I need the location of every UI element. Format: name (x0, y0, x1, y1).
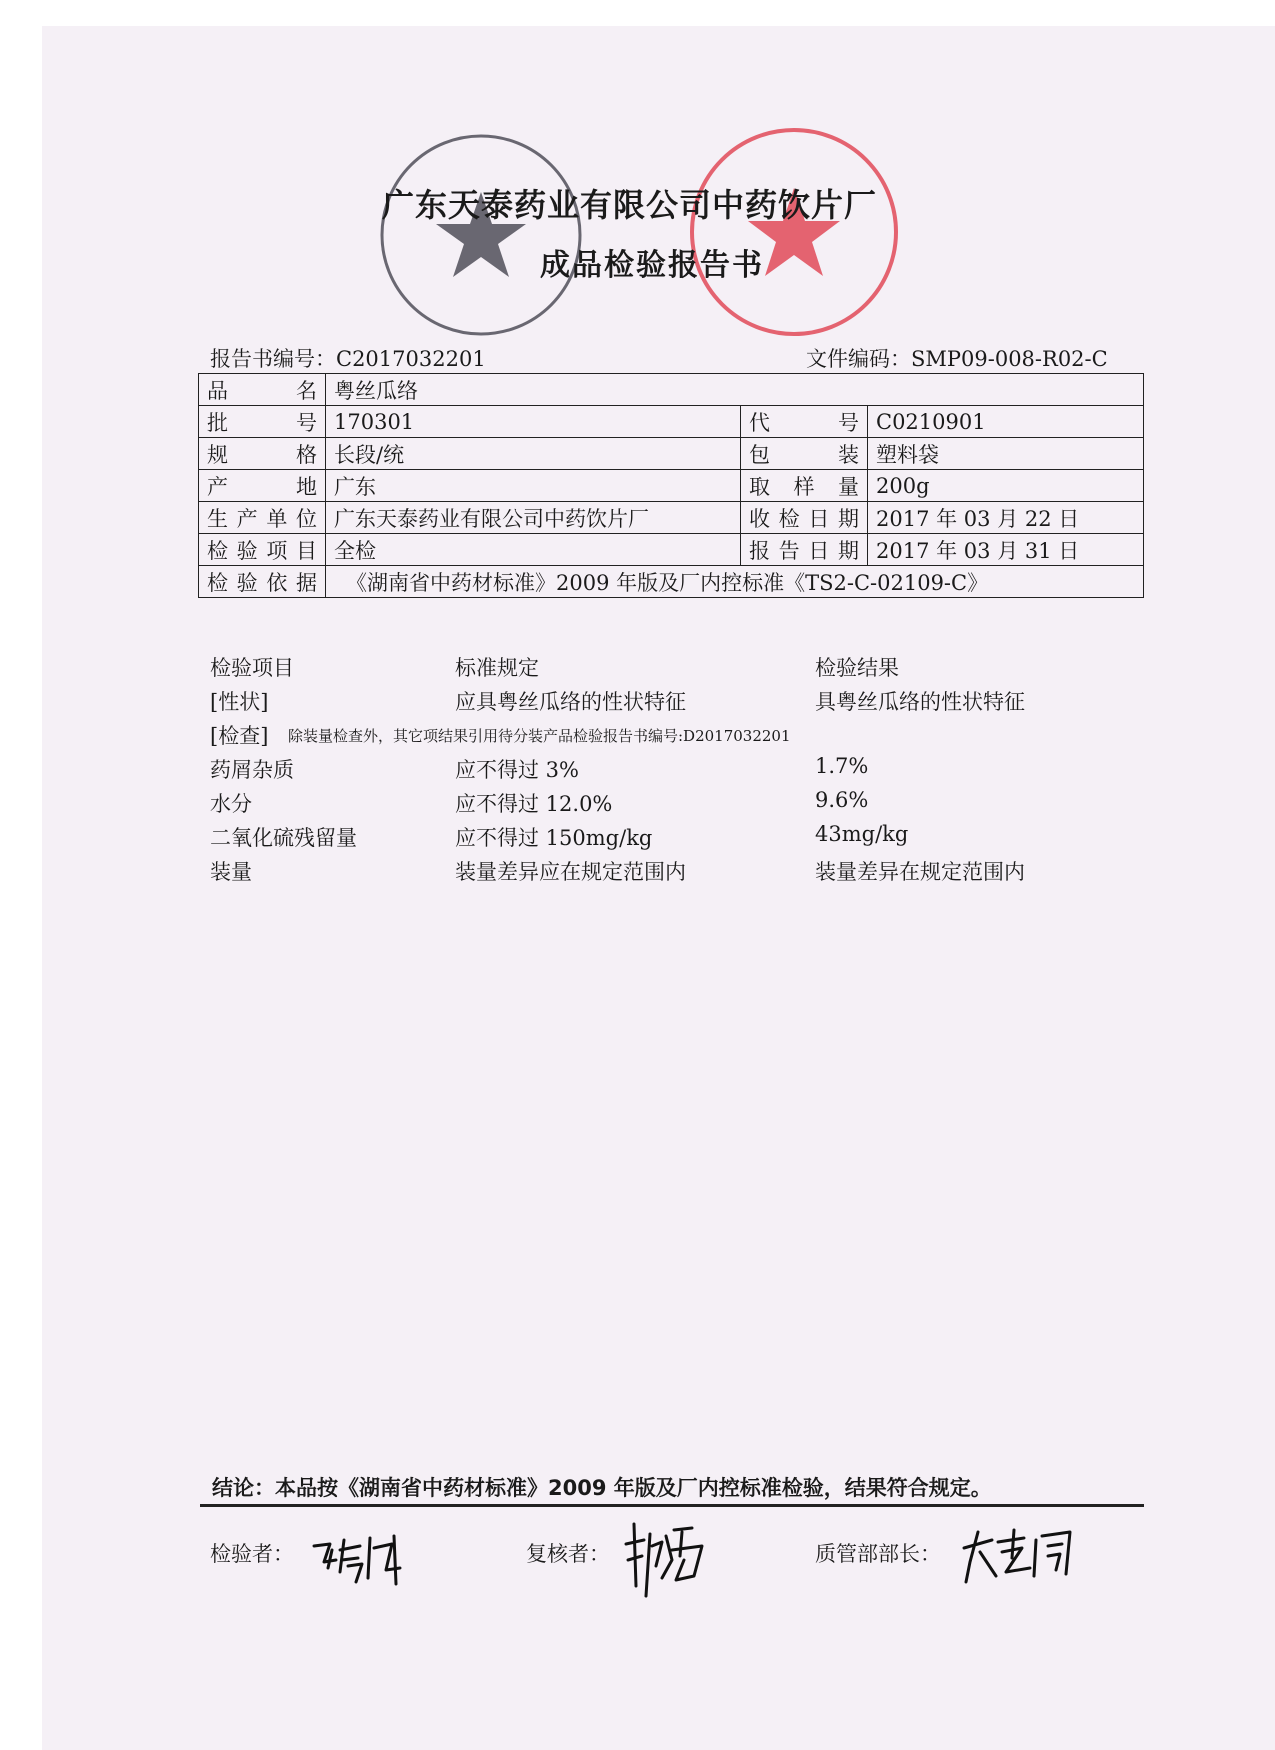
basis-label: 检验依据 (199, 566, 326, 598)
spec-value: 长段/统 (326, 438, 741, 470)
sample-label: 取样量 (741, 470, 868, 502)
info-row (199, 470, 1144, 502)
result-item: 药屑杂质 (210, 758, 294, 782)
result-standard: 应不得过 150mg/kg (455, 826, 653, 850)
spec-label: 规格 (199, 438, 326, 470)
item-label: 检验项目 (199, 534, 326, 566)
batch-label: 批号 (199, 406, 326, 438)
company-title: 广东天泰药业有限公司中药饮片厂 (382, 186, 878, 224)
batch-value: 170301 (326, 406, 741, 438)
result-standard: 装量差异应在规定范围内 (455, 860, 686, 884)
package-value: 塑料袋 (868, 438, 1144, 470)
inspector-signature (310, 1528, 410, 1592)
manager-signature (962, 1522, 1086, 1590)
inspection-stamp (378, 132, 584, 338)
item-value: 全检 (326, 534, 741, 566)
result-value: 43mg/kg (815, 822, 909, 846)
result-value: 9.6% (815, 788, 869, 812)
info-table (198, 373, 1144, 598)
info-row (199, 374, 1144, 406)
report-date-label: 报告日期 (741, 534, 868, 566)
origin-value: 广东 (326, 470, 741, 502)
result-value: 装量差异在规定范围内 (815, 860, 1025, 884)
result-item: 装量 (210, 860, 252, 884)
result-item: 水分 (210, 792, 252, 816)
header-result: 检验结果 (815, 656, 899, 680)
character-result: 具粤丝瓜络的性状特征 (815, 690, 1025, 714)
basis-value: 《湖南省中药材标准》2009 年版及厂内控标准《TS2-C-02109-C》 (326, 566, 1144, 598)
report-date-value: 2017 年 03 月 31 日 (868, 534, 1144, 566)
header-standard: 标准规定 (455, 656, 539, 680)
report-number: 报告书编号：C2017032201 (210, 347, 486, 371)
info-row (199, 566, 1144, 598)
inspector-label: 检验者： (210, 1542, 294, 1566)
info-row (199, 438, 1144, 470)
result-item: 二氧化硫残留量 (210, 826, 357, 850)
document-title: 成品检验报告书 (540, 248, 764, 283)
check-note: 除装量检查外，其它项结果引用待分装产品检验报告书编号:D2017032201 (288, 727, 791, 745)
sample-value: 200g (868, 470, 1144, 502)
product-value: 粤丝瓜络 (326, 374, 1144, 406)
file-code: 文件编码：SMP09-008-R02-C (806, 347, 1108, 371)
info-row (199, 406, 1144, 438)
character-standard: 应具粤丝瓜络的性状特征 (455, 690, 686, 714)
result-standard: 应不得过 3% (455, 758, 579, 782)
info-row (199, 502, 1144, 534)
product-label: 品名 (199, 374, 326, 406)
conclusion: 结论：本品按《湖南省中药材标准》2009 年版及厂内控标准检验，结果符合规定。 (212, 1476, 992, 1500)
producer-value: 广东天泰药业有限公司中药饮片厂 (326, 502, 741, 534)
package-label: 包装 (741, 438, 868, 470)
receive-date-value: 2017 年 03 月 22 日 (868, 502, 1144, 534)
producer-label: 生产单位 (199, 502, 326, 534)
result-standard: 应不得过 12.0% (455, 792, 613, 816)
code-label: 代号 (741, 406, 868, 438)
manager-label: 质管部部长： (815, 1542, 941, 1566)
quality-stamp (688, 126, 900, 338)
character-item: [性状] (210, 690, 269, 714)
result-value: 1.7% (815, 754, 869, 778)
code-value: C0210901 (868, 406, 1144, 438)
divider (200, 1504, 1144, 1507)
header-item: 检验项目 (210, 656, 294, 680)
reviewer-signature (622, 1516, 708, 1604)
reviewer-label: 复核者： (526, 1542, 610, 1566)
info-row (199, 534, 1144, 566)
origin-label: 产地 (199, 470, 326, 502)
check-label: [检查] (210, 724, 269, 748)
receive-date-label: 收检日期 (741, 502, 868, 534)
